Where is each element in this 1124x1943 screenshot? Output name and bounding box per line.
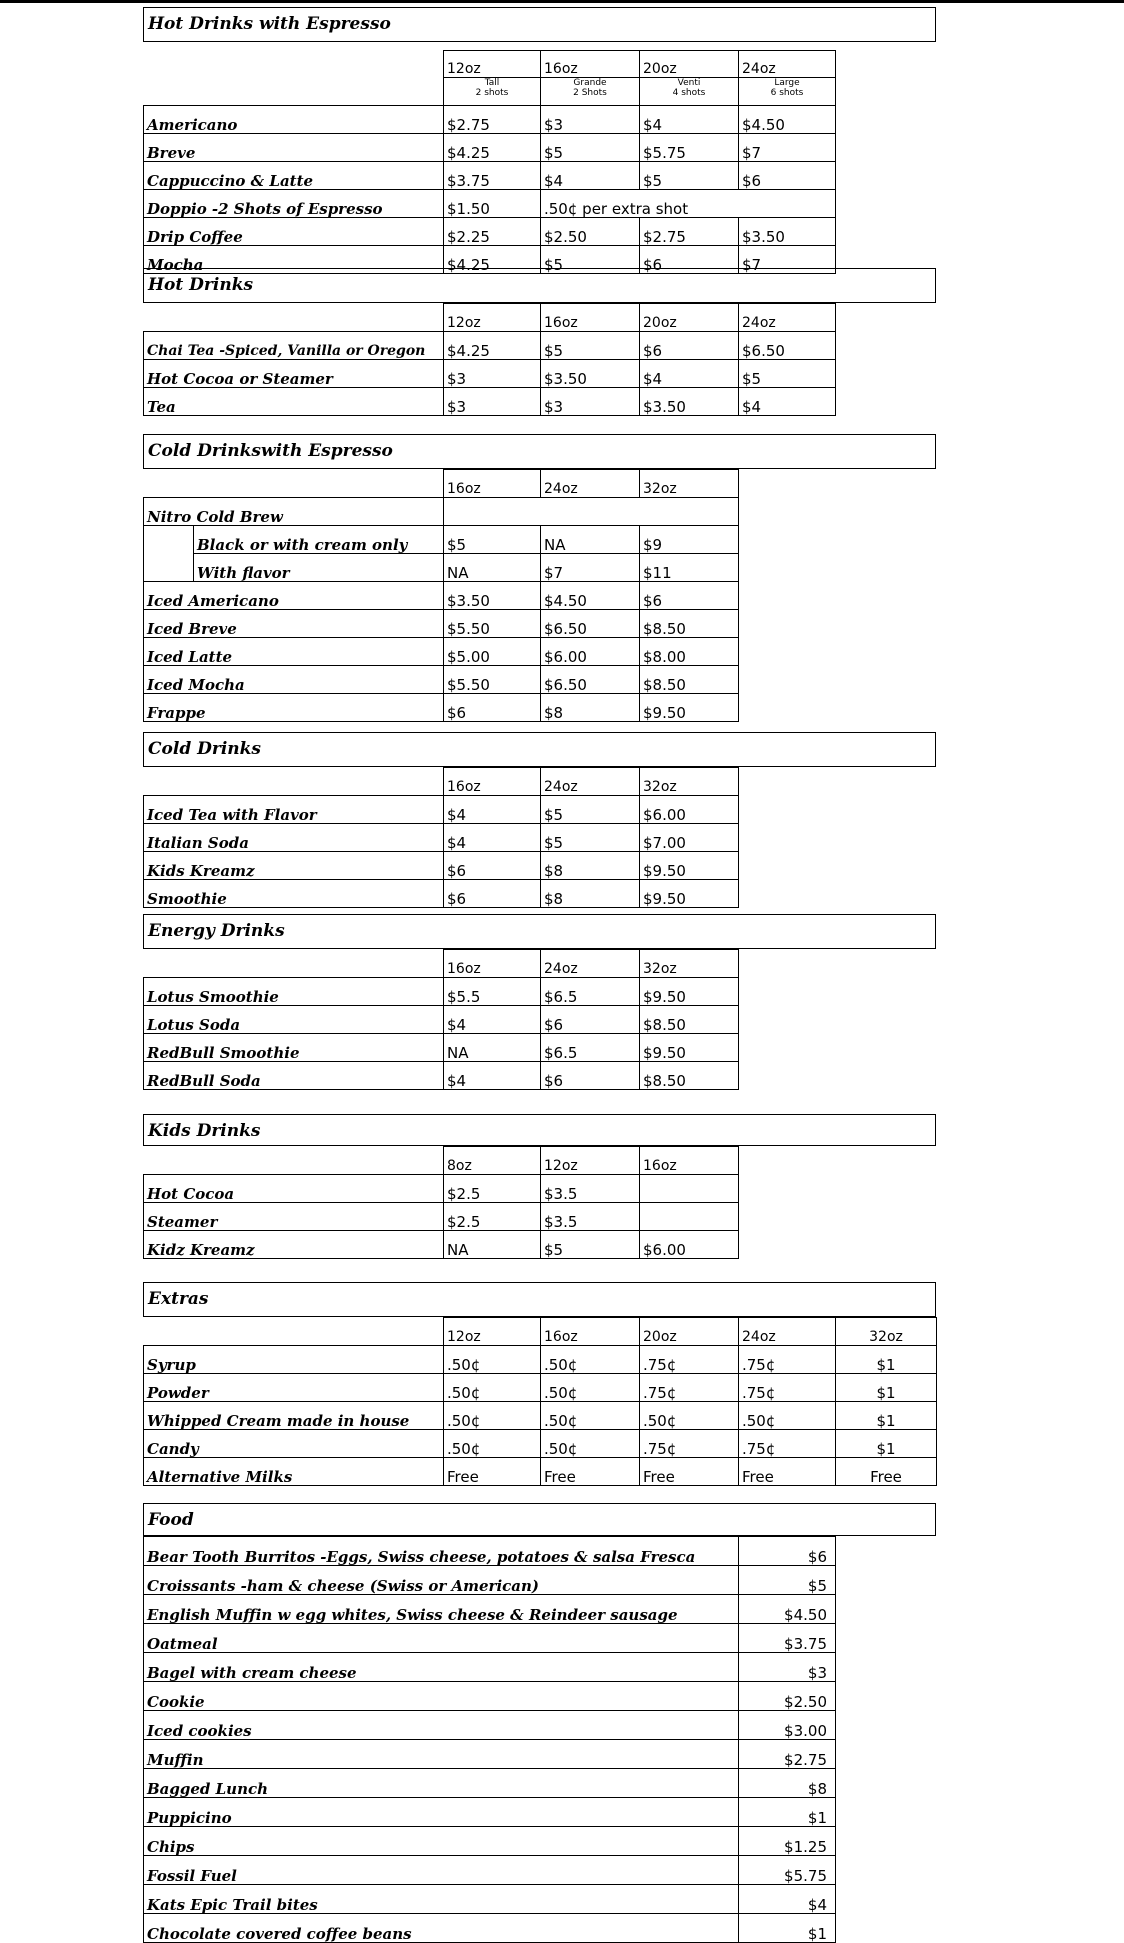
price: $3 (444, 387, 541, 415)
table-row (144, 359, 836, 387)
item-name: Bagged Lunch (144, 1769, 739, 1798)
price: $6.50 (739, 331, 836, 359)
price: $6.00 (541, 637, 640, 665)
price: $8.50 (640, 1005, 739, 1033)
size-header: 32oz (640, 950, 739, 978)
section-title: Cold Drinks (143, 732, 936, 767)
price: $6 (444, 879, 541, 907)
section-hot-drinks (143, 268, 936, 416)
size-header: 12oz (444, 304, 541, 332)
price: $1 (739, 1914, 836, 1943)
shot-count: 2 shots (475, 88, 509, 98)
price: .50¢ (444, 1373, 541, 1401)
price: $4 (444, 1005, 541, 1033)
price: NA (541, 525, 640, 553)
size-name: Venti (677, 78, 701, 88)
item-name: Kats Epic Trail bites (144, 1885, 739, 1914)
table-row (144, 1345, 937, 1373)
price-note: .50¢ per extra shot (541, 189, 836, 217)
price: $2.75 (739, 1740, 836, 1769)
table-row (144, 1653, 836, 1682)
table-row (144, 1429, 937, 1457)
price-table (143, 469, 739, 722)
table-row (144, 1711, 836, 1740)
table-row (144, 553, 739, 581)
size-header: 16oz (640, 1147, 739, 1175)
price: $2.5 (444, 1174, 541, 1202)
price: $2.5 (444, 1202, 541, 1230)
table-row (144, 1827, 836, 1856)
item-name: Alternative Milks (144, 1457, 444, 1485)
price: $3 (739, 1653, 836, 1682)
item-name: Syrup (144, 1345, 444, 1373)
item-name: RedBull Soda (144, 1061, 444, 1089)
size-header: 16oz (444, 768, 541, 796)
item-name: Fossil Fuel (144, 1856, 739, 1885)
item-name: English Muffin w egg whites, Swiss cheese & Reindeer sausage (144, 1595, 739, 1624)
price: Free (541, 1457, 640, 1485)
size-description (640, 78, 739, 106)
size-header: 16oz (541, 304, 640, 332)
price: $3.50 (541, 359, 640, 387)
price: $6.50 (541, 609, 640, 637)
section-title: Extras (143, 1282, 936, 1317)
section-title: Food (143, 1503, 936, 1536)
table-row (144, 1856, 836, 1885)
table-row (144, 977, 739, 1005)
item-name: Hot Cocoa or Steamer (144, 359, 444, 387)
size-header: 32oz (640, 470, 739, 498)
price: $5 (541, 133, 640, 161)
price: $3 (541, 387, 640, 415)
price: $5 (541, 795, 640, 823)
price: $8 (541, 879, 640, 907)
item-name: With flavor (194, 553, 444, 581)
item-name: Nitro Cold Brew (144, 497, 444, 525)
item-name: RedBull Smoothie (144, 1033, 444, 1061)
price: $3.50 (444, 581, 541, 609)
item-name: Frappe (144, 693, 444, 721)
item-name: Candy (144, 1429, 444, 1457)
table-row (144, 851, 739, 879)
size-name: Grande (573, 78, 607, 88)
price: $7 (541, 553, 640, 581)
table-row (144, 1230, 739, 1258)
price-table (143, 50, 836, 274)
table-row (144, 525, 739, 553)
price: $1 (836, 1429, 937, 1457)
price: $5 (541, 245, 640, 273)
item-name: Iced Americano (144, 581, 444, 609)
size-header: 20oz (640, 304, 739, 332)
price: $5.75 (640, 133, 739, 161)
size-name: Tall (484, 78, 500, 88)
price: $1.25 (739, 1827, 836, 1856)
price: $11 (640, 553, 739, 581)
price: $7.00 (640, 823, 739, 851)
size-header: 32oz (836, 1318, 937, 1346)
size-header: 20oz (640, 1318, 739, 1346)
table-row (144, 331, 836, 359)
size-header: 8oz (444, 1147, 541, 1175)
price: $4.25 (444, 331, 541, 359)
price: $4 (640, 105, 739, 133)
table-row (144, 1769, 836, 1798)
size-header: 12oz (444, 51, 541, 78)
section-hot-espresso (143, 7, 936, 274)
price: .75¢ (640, 1429, 739, 1457)
item-name: Iced Latte (144, 637, 444, 665)
item-name: Doppio -2 Shots of Espresso (144, 189, 444, 217)
table-row (144, 1457, 937, 1485)
price: $8.50 (640, 609, 739, 637)
price: $9.50 (640, 977, 739, 1005)
price: $4 (444, 823, 541, 851)
price (640, 1174, 739, 1202)
price: $5.50 (444, 665, 541, 693)
table-row (144, 1566, 836, 1595)
price: $6 (640, 245, 739, 273)
price: $6 (444, 693, 541, 721)
item-name: Iced Breve (144, 609, 444, 637)
price: $7 (739, 245, 836, 273)
price: $4.25 (444, 133, 541, 161)
table-row (144, 609, 739, 637)
table-row (144, 581, 739, 609)
price: $8 (541, 693, 640, 721)
size-header: 16oz (541, 1318, 640, 1346)
item-name: Tea (144, 387, 444, 415)
price: $4.50 (541, 581, 640, 609)
price: $7 (739, 133, 836, 161)
price: $2.50 (739, 1682, 836, 1711)
item-name: Muffin (144, 1740, 739, 1769)
size-description (541, 78, 640, 106)
price: $4 (444, 795, 541, 823)
table-row (144, 1798, 836, 1827)
item-name: Iced cookies (144, 1711, 739, 1740)
price: $4 (640, 359, 739, 387)
size-header: 24oz (739, 304, 836, 332)
price: $5.00 (444, 637, 541, 665)
table-row (144, 387, 836, 415)
size-header: 24oz (739, 1318, 836, 1346)
size-header: 16oz (541, 51, 640, 78)
item-name: Kidz Kreamz (144, 1230, 444, 1258)
shot-count: 2 Shots (573, 88, 607, 98)
price: Free (739, 1457, 836, 1485)
table-row (144, 665, 739, 693)
item-name: Whipped Cream made in house (144, 1401, 444, 1429)
price: $5 (444, 525, 541, 553)
table-row (144, 823, 739, 851)
size-description (444, 78, 541, 106)
price: .75¢ (739, 1373, 836, 1401)
size-header: 16oz (444, 950, 541, 978)
price: $1 (836, 1373, 937, 1401)
section-cold-espresso (143, 434, 936, 722)
price: $3.5 (541, 1202, 640, 1230)
price: $4.25 (444, 245, 541, 273)
table-row (144, 693, 739, 721)
price: $2.75 (444, 105, 541, 133)
price-table (143, 949, 739, 1090)
table-row (144, 1624, 836, 1653)
price: .50¢ (541, 1401, 640, 1429)
item-name: Mocha (144, 245, 444, 273)
item-name: Iced Mocha (144, 665, 444, 693)
price: $3.75 (739, 1624, 836, 1653)
price: $1 (836, 1401, 937, 1429)
section-energy-drinks (143, 914, 936, 1090)
top-rule (0, 0, 1124, 3)
item-name: Lotus Smoothie (144, 977, 444, 1005)
item-name: Cappuccino & Latte (144, 161, 444, 189)
table-row (144, 1061, 739, 1089)
price: $1 (739, 1798, 836, 1827)
size-header: 24oz (541, 950, 640, 978)
item-name: Powder (144, 1373, 444, 1401)
price: $1.50 (444, 189, 541, 217)
price: $3.00 (739, 1711, 836, 1740)
price: NA (444, 1033, 541, 1061)
section-title: Hot Drinks (143, 268, 936, 303)
item-name: Iced Tea with Flavor (144, 795, 444, 823)
size-header: 12oz (444, 1318, 541, 1346)
item-name: Puppicino (144, 1798, 739, 1827)
price: .50¢ (739, 1401, 836, 1429)
section-title: Cold Drinkswith Espresso (143, 434, 936, 469)
item-name: Smoothie (144, 879, 444, 907)
price-table (143, 767, 739, 908)
price: Free (444, 1457, 541, 1485)
item-name: Hot Cocoa (144, 1174, 444, 1202)
table-row (144, 189, 836, 217)
shot-count: 6 shots (770, 88, 804, 98)
price: $9.50 (640, 851, 739, 879)
price: $6.50 (541, 665, 640, 693)
price: $3.50 (640, 387, 739, 415)
price: .50¢ (444, 1401, 541, 1429)
table-row (144, 1373, 937, 1401)
price: .50¢ (444, 1429, 541, 1457)
price: $8.00 (640, 637, 739, 665)
table-row (144, 1885, 836, 1914)
shot-count: 4 shots (672, 88, 706, 98)
price: $5.5 (444, 977, 541, 1005)
price-table (143, 1146, 739, 1259)
price: Free (836, 1457, 937, 1485)
price: NA (444, 1230, 541, 1258)
price: $5 (739, 1566, 836, 1595)
price: $6.5 (541, 1033, 640, 1061)
price: $3.5 (541, 1174, 640, 1202)
section-food (143, 1503, 936, 1943)
table-row (144, 161, 836, 189)
table-row (144, 133, 836, 161)
price: .75¢ (739, 1429, 836, 1457)
table-row (144, 879, 739, 907)
section-title: Kids Drinks (143, 1114, 936, 1146)
item-name: Italian Soda (144, 823, 444, 851)
section-cold-drinks (143, 732, 936, 908)
table-row (144, 1401, 937, 1429)
price: $3 (541, 105, 640, 133)
table-row (144, 217, 836, 245)
price: $6 (444, 851, 541, 879)
price: Free (640, 1457, 739, 1485)
price: $2.75 (640, 217, 739, 245)
table-row (144, 497, 739, 525)
price: $6 (640, 331, 739, 359)
price: $6.00 (640, 1230, 739, 1258)
item-name: Croissants -ham & cheese (Swiss or American) (144, 1566, 739, 1595)
item-name: Black or with cream only (194, 525, 444, 553)
price: $8.50 (640, 665, 739, 693)
price: $3 (444, 359, 541, 387)
price: .50¢ (541, 1345, 640, 1373)
price: .50¢ (541, 1373, 640, 1401)
price: $6 (739, 161, 836, 189)
section-title: Hot Drinks with Espresso (143, 7, 936, 42)
price: $6 (541, 1005, 640, 1033)
item-name: Breve (144, 133, 444, 161)
price: $4 (739, 387, 836, 415)
price: NA (444, 553, 541, 581)
price: .75¢ (640, 1345, 739, 1373)
price: $6 (739, 1537, 836, 1566)
price-table (143, 1536, 836, 1943)
item-name: Cookie (144, 1682, 739, 1711)
section-kids-drinks (143, 1114, 936, 1259)
size-header: 24oz (541, 470, 640, 498)
price: .50¢ (640, 1401, 739, 1429)
price: $6 (640, 581, 739, 609)
price: $4.50 (739, 105, 836, 133)
price: $4.50 (739, 1595, 836, 1624)
price: $5 (541, 1230, 640, 1258)
price: .75¢ (739, 1345, 836, 1373)
item-name: Bear Tooth Burritos -Eggs, Swiss cheese, potatoes & salsa Fresca (144, 1537, 739, 1566)
price: $4 (541, 161, 640, 189)
table-row (144, 637, 739, 665)
item-name: Oatmeal (144, 1624, 739, 1653)
table-row (144, 1740, 836, 1769)
table-row (144, 1595, 836, 1624)
item-name: Kids Kreamz (144, 851, 444, 879)
table-row (144, 1174, 739, 1202)
price: $4 (739, 1885, 836, 1914)
price: $9.50 (640, 693, 739, 721)
price: $2.25 (444, 217, 541, 245)
table-row (144, 105, 836, 133)
price: $9.50 (640, 879, 739, 907)
size-header: 20oz (640, 51, 739, 78)
price (640, 1202, 739, 1230)
table-row (144, 1682, 836, 1711)
price: $6.00 (640, 795, 739, 823)
price: .50¢ (541, 1429, 640, 1457)
price: $6.5 (541, 977, 640, 1005)
size-header: 12oz (541, 1147, 640, 1175)
section-title: Energy Drinks (143, 914, 936, 949)
size-header: 32oz (640, 768, 739, 796)
item-name: Lotus Soda (144, 1005, 444, 1033)
price-table (143, 1317, 937, 1486)
price: $5 (541, 331, 640, 359)
size-header: 16oz (444, 470, 541, 498)
price: $3.75 (444, 161, 541, 189)
price: $5 (640, 161, 739, 189)
size-description (739, 78, 836, 106)
item-name: Chai Tea -Spiced, Vanilla or Oregon (144, 331, 444, 359)
price: $5.75 (739, 1856, 836, 1885)
price: $8 (541, 851, 640, 879)
price: .75¢ (640, 1373, 739, 1401)
price: $8.50 (640, 1061, 739, 1089)
table-row (144, 1005, 739, 1033)
item-name: Americano (144, 105, 444, 133)
price: $1 (836, 1345, 937, 1373)
table-row (144, 1914, 836, 1943)
price: .50¢ (444, 1345, 541, 1373)
price: $3.50 (739, 217, 836, 245)
table-row (144, 1202, 739, 1230)
item-name: Drip Coffee (144, 217, 444, 245)
size-name: Large (774, 78, 800, 88)
price: $5.50 (444, 609, 541, 637)
size-header: 24oz (739, 51, 836, 78)
size-header: 24oz (541, 768, 640, 796)
table-row (144, 795, 739, 823)
item-name: Chocolate covered coffee beans (144, 1914, 739, 1943)
price: $8 (739, 1769, 836, 1798)
item-name: Steamer (144, 1202, 444, 1230)
price: $4 (444, 1061, 541, 1089)
price-table (143, 303, 836, 416)
price: $6 (541, 1061, 640, 1089)
item-name: Chips (144, 1827, 739, 1856)
table-row (144, 1033, 739, 1061)
price: $5 (541, 823, 640, 851)
price: $9 (640, 525, 739, 553)
price: $5 (739, 359, 836, 387)
price: $9.50 (640, 1033, 739, 1061)
table-row (144, 1537, 836, 1566)
item-name: Bagel with cream cheese (144, 1653, 739, 1682)
price: $2.50 (541, 217, 640, 245)
section-extras (143, 1282, 937, 1486)
